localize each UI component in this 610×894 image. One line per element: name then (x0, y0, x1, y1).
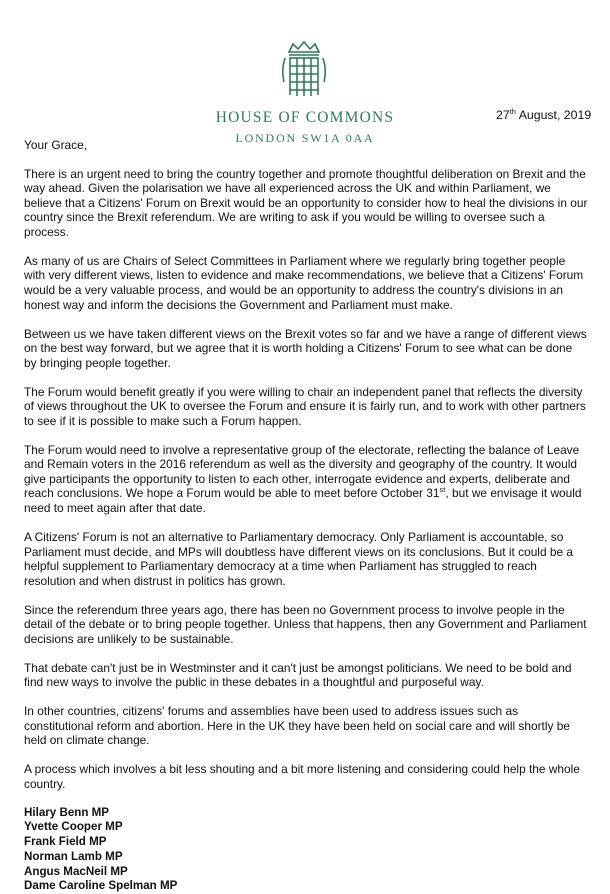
paragraph-5-part-b: , but we envisage it would need to meet again after that date. (24, 486, 582, 516)
date-day: 27 (496, 108, 510, 122)
paragraph-6: A Citizens' Forum is not an alternative to Parliamentary democracy. Only Parliament is accountable, so Parliament must decide, and MPs will doubtless have different views on its conclusions. But it could be a helpful supplement to Parliamentary democracy at a time when Parliament has struggled to reach resolution and when distrust in politics has grown. (24, 529, 574, 588)
org-name: HOUSE OF COMMONS (215, 109, 395, 126)
paragraph-10: A process which involves a bit less shouting and a bit more listening and considering could help the whole country. (24, 762, 580, 791)
signatory: Dame Caroline Spelman MP (24, 879, 178, 893)
salutation: Your Grace, (24, 138, 88, 152)
org-address: LONDON SW1A 0AA (235, 131, 375, 145)
paragraph-2: As many of us are Chairs of Select Committees in Parliament where we regularly bring together people with very different views, listen to evidence and make recommendations, we believe that a Citizens' Forum would be a very valuable process, and would be an opportunity to address the country's divisions in an honest way and inform the decisions the Government and Parliament must make. (24, 253, 584, 312)
paragraph-7: Since the referendum three years ago, there has been no Government process to involve people in the detail of the debate or to bring people together. Unless that happens, then any Government and Parliament decisions are unlikely to be sustainable. (24, 602, 587, 646)
signatory: Norman Lamb MP (24, 849, 123, 863)
date-rest: August, 2019 (515, 108, 592, 122)
letter-body (24, 138, 588, 894)
paragraph-5 (24, 443, 588, 516)
signatory: Yvette Cooper MP (24, 820, 123, 834)
paragraph-4: The Forum would benefit greatly if you were willing to chair an independent panel that reflects the diversity of views throughout the UK to oversee the Forum and ensure it is fairly run, and to work with other partners to see if it is possible to make such a Forum happen. (24, 384, 586, 428)
signatory: Angus MacNeil MP (24, 864, 128, 878)
signatory: Frank Field MP (24, 835, 107, 849)
paragraph-5-part-a: The Forum would need to involve a representative group of the electorate, reflecting the balance of Leave and Remain voters in the 2016 referendum as well as the diversity and geography of the country. It would give participants the opportunity to listen to each other, interrogate evidence and experts, deliberate and reach conclusions. We hope a Forum would be able to meet before October 31 (24, 442, 580, 501)
portcullis-crest-icon (279, 40, 329, 100)
signatory: Hilary Benn MP (24, 805, 110, 819)
paragraph-8: That debate can't just be in Westminster and it can't just be amongst politicians. We need to be bold and find new ways to involve the public in these debates in a thoughtful and purposeful way. (24, 660, 572, 690)
date-suffix: th (509, 106, 516, 116)
paragraph-5-ordinal: st (439, 485, 446, 495)
paragraph-3: Between us we have taken different views on the Brexit votes so far and we have a range of different views on the best way forward, but we agree that it is worth holding a Citizens' Forum to see what can be done by bringing people together. (24, 326, 587, 370)
signatory-list (24, 806, 588, 894)
paragraph-9: In other countries, citizens' forums and assemblies have been used to address issues such as constitutional reform and abortion. Here in the UK they have been held on social care and will shortly be held on climate change. (24, 704, 570, 748)
paragraph-1: There is an urgent need to bring the country together and promote thoughtful deliberation on Brexit and the way ahead. Given the polarisation we have all experienced across the UK and within Parliament, we believe that a Citizens' Forum on Brexit would be an opportunity to consider how to heal the divisions in our country since the Brexit referendum. We are writing to ask if you would be willing to oversee such a process. (24, 166, 588, 239)
letter-date (496, 108, 591, 122)
